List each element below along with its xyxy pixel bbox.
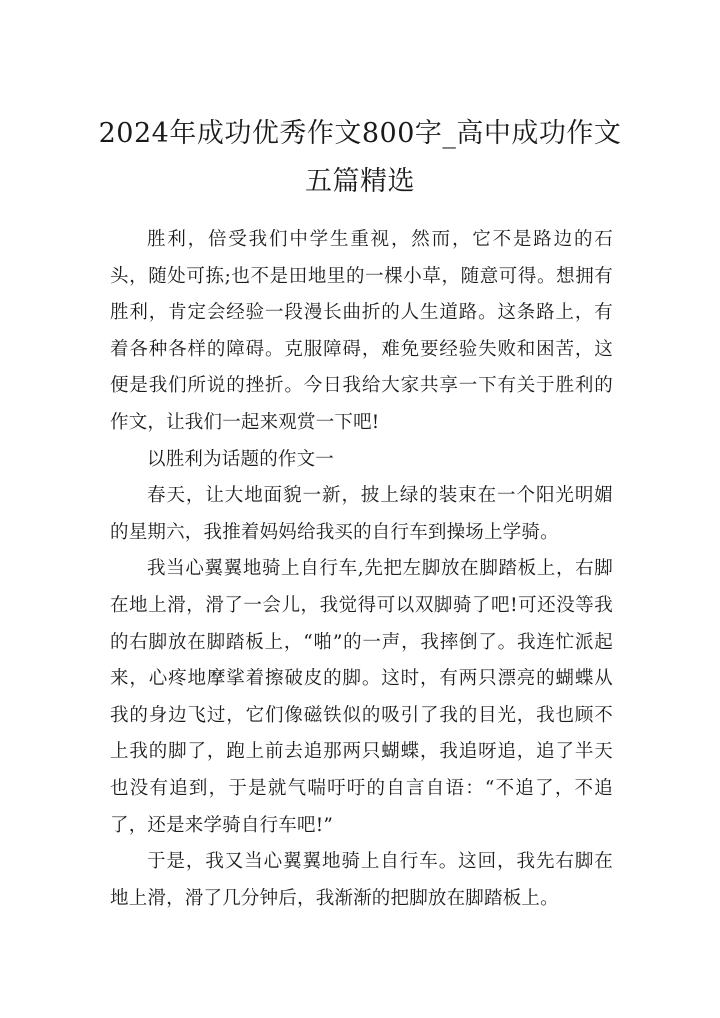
document-title — [90, 110, 630, 206]
paragraph: 春天，让大地面貌一新，披上绿的装束在一个阳光明媚的星期六，我推着妈妈给我买的自行车到操场上学骑。 — [110, 485, 613, 543]
title-line-2: 五篇精选 — [305, 166, 415, 197]
paragraph: 我当心翼翼地骑上自行车,先把左脚放在脚踏板上，右脚在地上滑，滑了一会儿，我觉得可以双脚骑了吧!可还没等我的右脚放在脚踏板上，“啪”的一声，我摔倒了。我连忙派起来，心疼地摩挲着擦破皮的脚。这时，有两只漂亮的蝴蝶从我的身边飞过，它们像磁铁似的吸引了我的目光，我也顾不上我的脚了，跑上前去追那两只蝴蝶，我追呀追，追了半天也没有追到，于是就气喘吁吁的自言自语：“不追了，不追了，还是来学骑自行车吧!” — [110, 558, 613, 836]
paragraph: 于是，我又当心翼翼地骑上自行车。这回，我先右脚在地上滑，滑了几分钟后，我渐渐的把脚放在脚踏板上。 — [110, 851, 613, 909]
document-body — [110, 222, 613, 917]
title-line-1: 2024年成功优秀作文800字_高中成功作文 — [98, 118, 622, 149]
paragraph-intro: 胜利，倍受我们中学生重视，然而，它不是路边的石头，随处可拣;也不是田地里的一棵小草，随意可得。想拥有胜利，肯定会经验一段漫长曲折的人生道路。这条路上，有着各种各样的障碍。克服障碍，难免要经验失败和困苦，这便是我们所说的挫折。今日我给大家共享一下有关于胜利的作文，让我们一起来观赏一下吧! — [110, 229, 613, 433]
section-heading: 以胜利为话题的作文一 — [147, 448, 335, 470]
